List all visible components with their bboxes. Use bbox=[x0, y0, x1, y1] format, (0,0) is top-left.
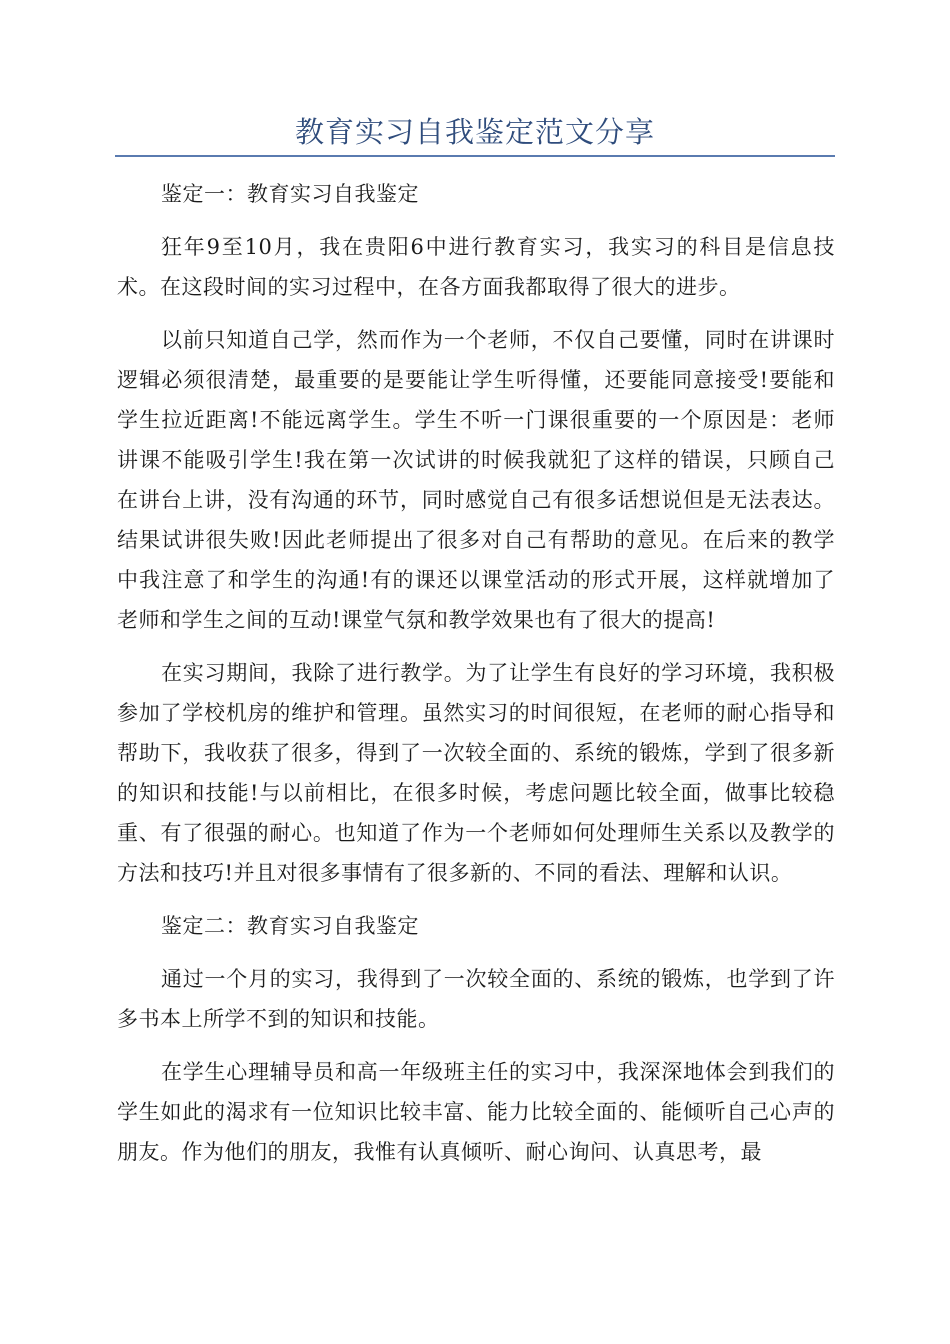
paragraph: 在学生心理辅导员和高一年级班主任的实习中，我深深地体会到我们的学生如此的渴求有一位知识比较丰富、能力比较全面的、能倾听自己心声的朋友。作为他们的朋友，我惟有认真倾听、耐心询问、认真思考，最 bbox=[117, 1060, 835, 1164]
paragraph: 以前只知道自己学，然而作为一个老师，不仅自己要懂，同时在讲课时逻辑必须很清楚，最重要的是要能让学生听得懂，还要能同意接受!要能和学生拉近距离!不能远离学生。学生不听一门课很重要的一个原因是：老师讲课不能吸引学生!我在第一次试讲的时候我就犯了这样的错误，只顾自己在讲台上讲，没有沟通的环节，同时感觉自己有很多话想说但是无法表达。结果试讲很失败!因此老师提出了很多对自己有帮助的意见。在后来的教学中我注意了和学生的沟通!有的课还以课堂活动的形式开展，这样就增加了老师和学生之间的互动!课堂气氛和教学效果也有了很大的提高! bbox=[117, 328, 835, 632]
paragraph: 通过一个月的实习，我得到了一次较全面的、系统的锻炼，也学到了许多书本上所学不到的知识和技能。 bbox=[117, 967, 835, 1031]
title-underline bbox=[115, 155, 835, 157]
document-title: 教育实习自我鉴定范文分享 bbox=[294, 115, 655, 149]
document-body bbox=[117, 174, 835, 1185]
section-heading-2: 鉴定二：教育实习自我鉴定 bbox=[161, 914, 419, 938]
paragraph: 狂年9至10月，我在贵阳6中进行教育实习，我实习的科目是信息技术。在这段时间的实习过程中，在各方面我都取得了很大的进步。 bbox=[117, 235, 835, 299]
paragraph: 在实习期间，我除了进行教学。为了让学生有良好的学习环境，我积极参加了学校机房的维护和管理。虽然实习的时间很短，在老师的耐心指导和帮助下，我收获了很多，得到了一次较全面的、系统的锻炼，学到了很多新的知识和技能!与以前相比，在很多时候，考虑问题比较全面，做事比较稳重、有了很强的耐心。也知道了作为一个老师如何处理师生关系以及教学的方法和技巧!并且对很多事情有了很多新的、不同的看法、理解和认识。 bbox=[117, 661, 835, 885]
section-heading-1: 鉴定一：教育实习自我鉴定 bbox=[161, 182, 419, 206]
